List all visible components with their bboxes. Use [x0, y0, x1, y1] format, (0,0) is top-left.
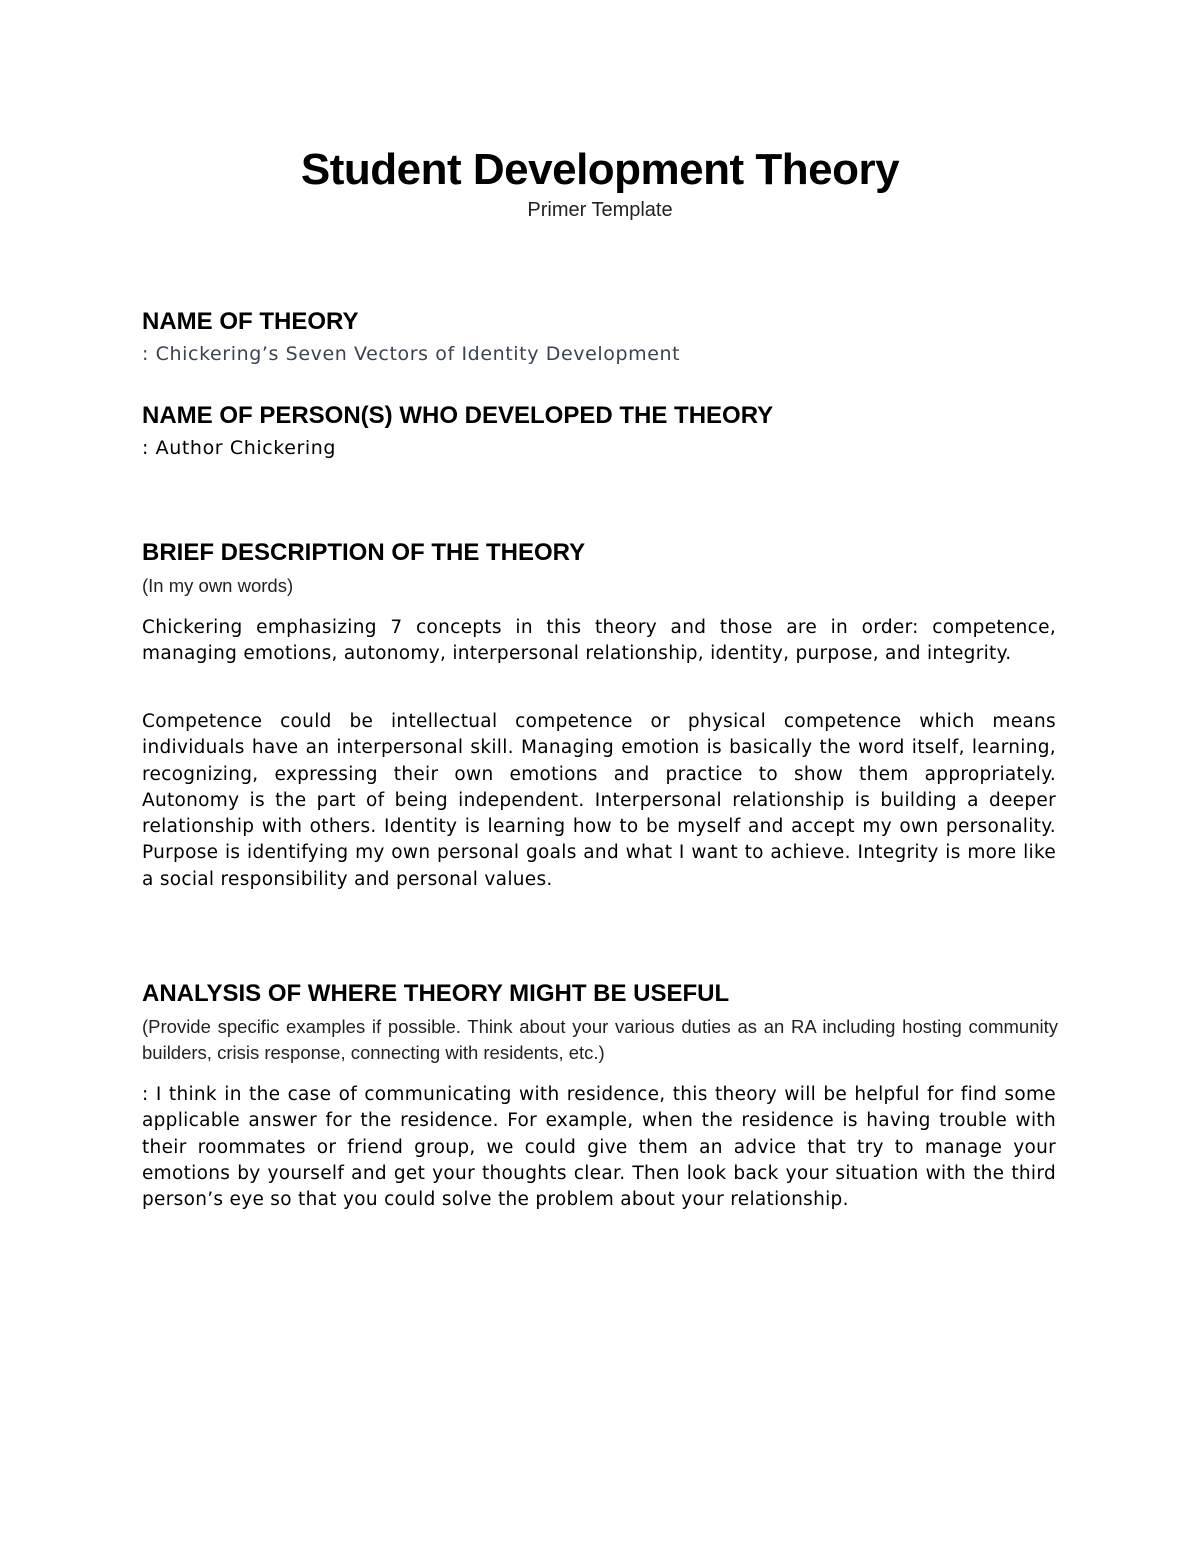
heading-name-of-theory: NAME OF THEORY [142, 308, 359, 335]
heading-analysis: ANALYSIS OF WHERE THEORY MIGHT BE USEFUL [142, 980, 730, 1007]
page-title: Student Development Theory [300, 145, 900, 194]
heading-developer: NAME OF PERSON(S) WHO DEVELOPED THE THEORY [142, 402, 774, 429]
description-note: (In my own words) [142, 575, 294, 596]
analysis-note: (Provide specific examples if possible. Think about your various duties as an RA including hosting community builders, crisis response, connecting with residents, etc.) [142, 1016, 1058, 1063]
theory-name-answer: : Chickering’s Seven Vectors of Identity Development [142, 343, 681, 365]
description-paragraph-2: Competence could be intellectual competence or physical competence which means individuals have an interpersonal skill. Managing emotion is basically the word itself, learning, recognizing, expressing their own emotions and practice to show them appropriately. Autonomy is the part of being independent. Interpersonal relationship is building a deeper relationship with others. Identity is learning how to be myself and accept my own personality. Purpose is identifying my own personal goals and what I want to achieve. Integrity is more like a social responsibility and personal values. [142, 711, 1056, 890]
analysis-paragraph: : I think in the case of communicating with residence, this theory will be helpful for find some applicable answer for the residence. For example, when the residence is having trouble with their roommates or friend group, we could give them an advice that try to manage your emotions by yourself and get your thoughts clear. Then look back your situation with the third person’s eye so that you could solve the problem about your relationship. [142, 1084, 1056, 1211]
heading-description: BRIEF DESCRIPTION OF THE THEORY [142, 539, 586, 566]
description-paragraph-1: Chickering emphasizing 7 concepts in this theory and those are in order: competence, managing emotions, autonomy, interpersonal relationship, identity, purpose, and integrity. [142, 617, 1056, 665]
developer-answer: : Author Chickering [142, 437, 337, 459]
page-subtitle: Primer Template [527, 199, 673, 221]
